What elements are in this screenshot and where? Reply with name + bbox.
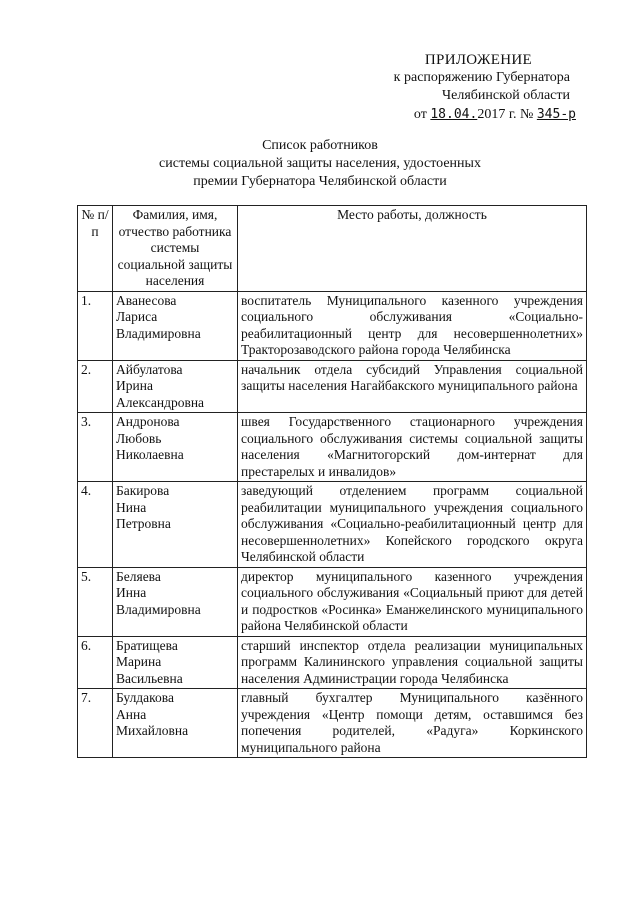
table-header-row <box>78 206 587 292</box>
row-full-name <box>113 413 238 482</box>
table-row <box>78 291 587 360</box>
name-first: Нина <box>116 499 147 515</box>
row-full-name <box>113 482 238 568</box>
name-first: Анна <box>116 706 147 722</box>
row-workplace: главный бухгалтер Муниципального казённого учреждения «Центр помощи детям, оставшимся без попечения родителей, «Радуга» Коркинского муниципального района <box>238 689 587 758</box>
name-first: Ирина <box>116 378 153 393</box>
name-surname: Булдакова <box>116 690 174 705</box>
row-workplace: швея Государственного стационарного учреждения социального обслуживания системы социальной защиты населения «Магнитогорский дом-интернат для престарелых и инвалидов» <box>238 413 587 482</box>
table-row <box>78 360 587 413</box>
name-first: Любовь <box>116 430 162 446</box>
row-number: 5. <box>78 567 113 636</box>
row-full-name <box>113 360 238 413</box>
title-line-3: премии Губернатора Челябинской области <box>193 174 447 189</box>
row-workplace: начальник отдела субсидий Управления социальной защиты населения Нагайбакского муниципального района <box>238 360 587 413</box>
appendix-date-line <box>350 105 576 125</box>
name-patronymic: Владимировна <box>116 601 201 617</box>
name-patronymic: Николаевна <box>116 447 184 462</box>
workers-table <box>77 205 587 758</box>
table-row <box>78 636 587 689</box>
row-full-name <box>113 636 238 689</box>
header-num: № п/п <box>78 206 113 292</box>
name-surname: Бакирова <box>116 483 170 498</box>
title-line-1: Список работников <box>262 138 378 153</box>
name-patronymic: Петровна <box>116 516 171 531</box>
name-first: Марина <box>116 654 162 669</box>
row-number: 3. <box>78 413 113 482</box>
header-name: Фамилия, имя, отчество работника системы социальной защиты населения <box>113 206 238 292</box>
appendix-block <box>350 52 576 125</box>
row-number: 2. <box>78 360 113 413</box>
row-full-name <box>113 689 238 758</box>
table-row <box>78 413 587 482</box>
row-number: 7. <box>78 689 113 758</box>
date-prefix: от <box>413 107 427 122</box>
row-workplace: директор муниципального казенного учреждения социального обслуживания «Социальный приют для детей и подростков «Росинка» Еманжелинского муниципального района Челябинской области <box>238 567 587 636</box>
name-patronymic: Владимировна <box>116 325 201 341</box>
name-surname: Андронова <box>116 414 180 429</box>
table-body <box>78 291 587 758</box>
appendix-heading: ПРИЛОЖЕНИЕ <box>424 52 532 68</box>
row-number: 4. <box>78 482 113 568</box>
header-place: Место работы, должность <box>238 206 587 292</box>
name-first: Инна <box>116 585 147 600</box>
title-line-2: системы социальной защиты населения, удостоенных <box>159 156 481 171</box>
name-first: Лариса <box>116 309 158 324</box>
table-row <box>78 482 587 568</box>
name-surname: Айбулатова <box>116 361 183 377</box>
row-workplace: воспитатель Муниципального казенного учреждения социального обслуживания «Социально-реабилитационный центр для несовершеннолетних» Тракторозаводского района города Челябинска <box>238 291 587 360</box>
row-full-name <box>113 291 238 360</box>
order-number: 345-р <box>536 107 576 122</box>
name-patronymic: Михайловна <box>116 723 189 738</box>
row-workplace: старший инспектор отдела реализации муниципальных программ Калининского управления социальной защиты населения Администрации города Челябинска <box>238 636 587 689</box>
order-date: 18.04. <box>430 107 478 122</box>
row-number: 6. <box>78 636 113 689</box>
row-workplace: заведующий отделением программ социальной реабилитации муниципального учреждения социального обслуживания «Социально-реабилитационный центр для несовершеннолетних» Копейского городского округа Челябинской области <box>238 482 587 568</box>
name-surname: Братищева <box>116 637 178 653</box>
name-patronymic: Васильевна <box>116 670 183 686</box>
table-row <box>78 567 587 636</box>
name-surname: Аванесова <box>116 292 177 308</box>
appendix-line-1: к распоряжению Губернатора <box>393 70 570 85</box>
name-surname: Беляева <box>116 568 161 584</box>
appendix-line-2: Челябинской области <box>442 88 570 103</box>
row-number: 1. <box>78 291 113 360</box>
row-full-name <box>113 567 238 636</box>
document-title <box>0 137 640 191</box>
name-patronymic: Александровна <box>116 394 205 410</box>
order-year: 2017 г. № <box>477 107 534 122</box>
table-row <box>78 689 587 758</box>
